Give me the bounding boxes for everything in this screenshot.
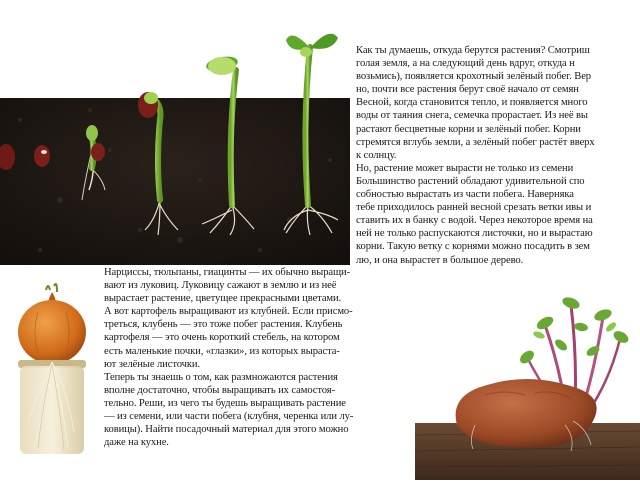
sweet-potato (456, 379, 597, 447)
text-line: ставить их в банку с водой. Через некоторое время на (356, 215, 593, 227)
sprouting-sweet-potato-photo (415, 275, 640, 480)
text-line: ней не только распускаются листочки, но и вырастаю (356, 228, 593, 240)
onion-bulb (18, 300, 86, 364)
onion-illustration (8, 282, 100, 462)
propagation-text (104, 266, 409, 449)
text-line: собностью вырастать из части побега. Наверняка (356, 189, 574, 201)
text-line: возьмись), появляется крохотный зелёный побег. Вер (356, 71, 591, 83)
text-line: Но, растение может вырасти не только из семени (356, 162, 574, 174)
potato-illustration (415, 275, 640, 480)
text-line: воды от таяния снега, семечка прорастает. Из неё вы (356, 110, 588, 122)
text-line: тебе приходилось ранней весной срезать ветки ивы и (356, 202, 592, 214)
soil (0, 98, 350, 265)
text-line: лю, и она вырастет в большое дерево. (356, 254, 524, 266)
text-line: к солнцу. (356, 149, 397, 161)
text-line: даже на кухне. (104, 437, 169, 449)
text-line: ковицы). Найти посадочный материал для этого можно (104, 424, 349, 436)
glass-jar (20, 366, 84, 454)
text-line: голая земля, а на следующий день вдруг, откуда н (356, 58, 575, 70)
text-line: треться, клубень — это тоже побег растения. Клубень (104, 319, 343, 331)
text-line: — из семени, или части побега (клубня, черенка или лу- (104, 411, 354, 423)
text-line: корни. Такую ветку с корнями можно посадить в зем (356, 241, 590, 253)
onion-in-jar-photo (8, 282, 100, 462)
text-line: вырастает растение, цветущее прекрасными цветами. (104, 293, 342, 305)
text-line: картофеля — это очень короткий стебель, на котором (104, 332, 340, 344)
text-line: вполне достаточно, чтобы выращивать их самостоя- (104, 384, 335, 396)
seed-germination-photo (0, 0, 350, 265)
text-line: Теперь ты знаешь о том, как размножаются растения (104, 371, 338, 383)
text-line: вают из луковиц. Луковицу сажают в землю и из неё (104, 280, 337, 292)
text-line: Как ты думаешь, откуда берутся растения? Смотриш (356, 45, 590, 56)
text-line: растают бесцветные корни и зелёный побег. Корни (356, 123, 581, 135)
text-line: стремятся вглубь земли, а зелёный побег растёт вверх (356, 136, 595, 148)
germination-illustration (0, 0, 350, 265)
text-line: тельно. Реши, из чего ты будешь выращивать растение (104, 397, 346, 409)
text-line: Большинство растений обладают удивительной спо (356, 175, 585, 187)
text-line: ют зелёные листочки. (104, 358, 201, 370)
intro-text (356, 44, 640, 267)
text-line: А вот картофель выращивают из клубней. Если присмо- (104, 306, 353, 318)
bean-seed (34, 145, 50, 167)
text-line: есть маленькие почки, «глазки», из которых выраста- (104, 345, 340, 357)
text-line: но, почти все растения берут своё начало от семян (356, 84, 579, 96)
text-line: Нарциссы, тюльпаны, гиацинты — их обычно выращи- (104, 267, 351, 278)
text-line: Весной, когда становится тепло, и появляется много (356, 97, 588, 109)
